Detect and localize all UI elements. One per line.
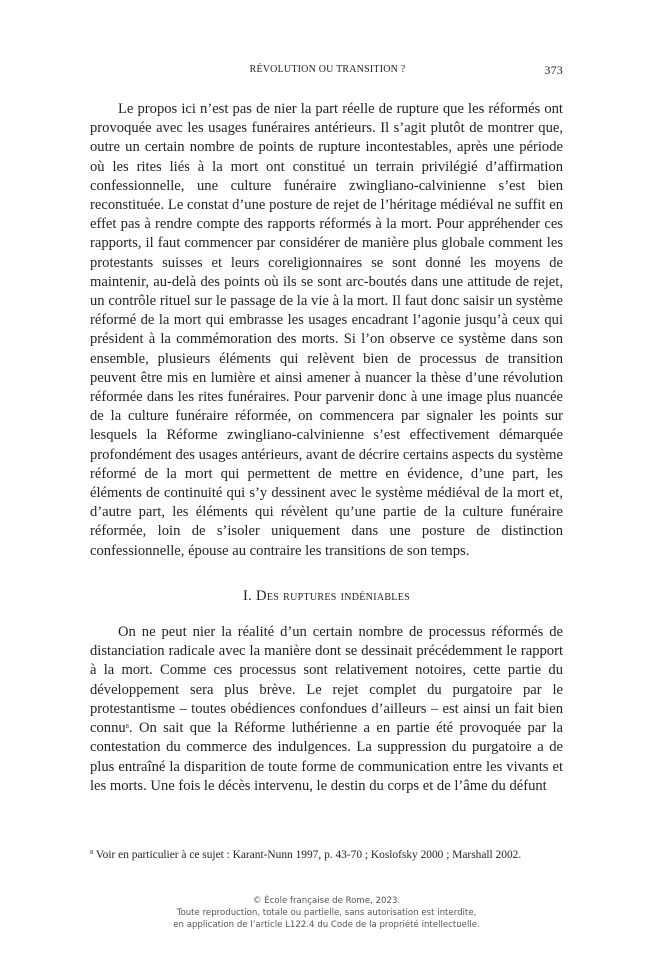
- page-number: 373: [544, 63, 563, 77]
- paragraph: Le propos ici n’est pas de nier la part réelle de rupture que les réformés ont provoquée avec les usages funéraires antérieurs. Il s’agit plutôt de montrer que, outre un certain nombre de points de rupture incontestables, après une période où les rites liés à la mort ont constitué un terrain privilégié d’affirmation confessionnelle, une culture funéraire zwingliano-calvinienne s’est bien reconstituée. Le constat d’une posture de rejet de l’héritage médiéval ne suffit en effet pas à rendre compte des rapports réformés à la mort. Pour appréhender ces rapports, il faut commencer par considérer de manière plus globale comment les protestants suisses et leurs coreligionnaires se sont donné les moyens de maintenir, au-delà des points où ils se sont arc-boutés dans une attitude de rejet, un contrôle rituel sur le passage de la vie à la mort. Il faut donc saisir un système réformé de la mort qui embrasse les usages encadrant l’agonie jusqu’à ceux qui président à la commémoration des morts. Si l’on observe ce système dans son ensemble, plusieurs éléments qui relèvent bien de processus de transition peuvent être mis en lumière et ainsi amener à nuancer la thèse d’une révolution réformée dans les rites funéraires. Pour parvenir donc à une image plus nuancée de la culture funéraire réformée, on commencera par signaler les points sur lesquels la Réforme zwingliano-calvinienne s’est effectivement démarquée profondément des usages antérieurs, avant de décrire certains aspects du système réformé de la mort qui permettent de mettre en évidence, d’une part, les éléments de continuité qui s’y dessinent avec le système médiéval de la mort et, d’autre part, les éléments qui révèlent qu’une partie de la culture funéraire réformée, loin de s’isoler uniquement dans une posture de distinction confessionnelle, épouse au contraire les transitions de son temps.: [90, 101, 563, 559]
- paragraph: [90, 623, 563, 796]
- paragraph-text: . On sait que la Réforme luthérienne a en partie été provoquée par la contestation du commerce des indulgences. La suppression du purgatoire a de plus entraîné la disparition de toute forme de communication entre les vivants et les morts. Une fois le décès intervenu, le destin du corps et de l’âme du défunt: [90, 720, 563, 794]
- footnote-number: 8: [90, 849, 94, 856]
- footnotes: [90, 848, 563, 863]
- paragraph-text: On ne peut nier la réalité d’un certain nombre de processus réformés de distanciation radicale avec la manière dont se dessinait précédemment le rapport à la mort. Comme ces processus sont relativement notoires, cette partie du développement sera plus brève. Le rejet complet du purgatoire par le protestantisme – toutes obédiences confondues d’ailleurs – est ainsi un fait bien connu: [90, 624, 563, 737]
- copyright-line: © École française de Rome, 2023.: [252, 896, 401, 906]
- running-title: RÉVOLUTION OU TRANSITION ?: [249, 64, 406, 75]
- copyright-line: en application de l’article L122.4 du Code de la propriété intellectuelle.: [173, 920, 480, 931]
- footnote-reference[interactable]: 8: [125, 723, 129, 731]
- footnote: [90, 848, 563, 863]
- copyright-line: Toute reproduction, totale ou partielle, sans autorisation est interdite,: [176, 908, 477, 919]
- running-header: [90, 63, 565, 79]
- footnote-text: Voir en particulier à ce sujet : Karant-Nunn 1997, p. 43-70 ; Koslofsky 2000 ; Marshall 2002.: [95, 849, 522, 861]
- copyright-notice: [90, 895, 563, 932]
- section-heading: I. Des ruptures indéniables: [243, 587, 410, 604]
- main-text: [90, 100, 563, 796]
